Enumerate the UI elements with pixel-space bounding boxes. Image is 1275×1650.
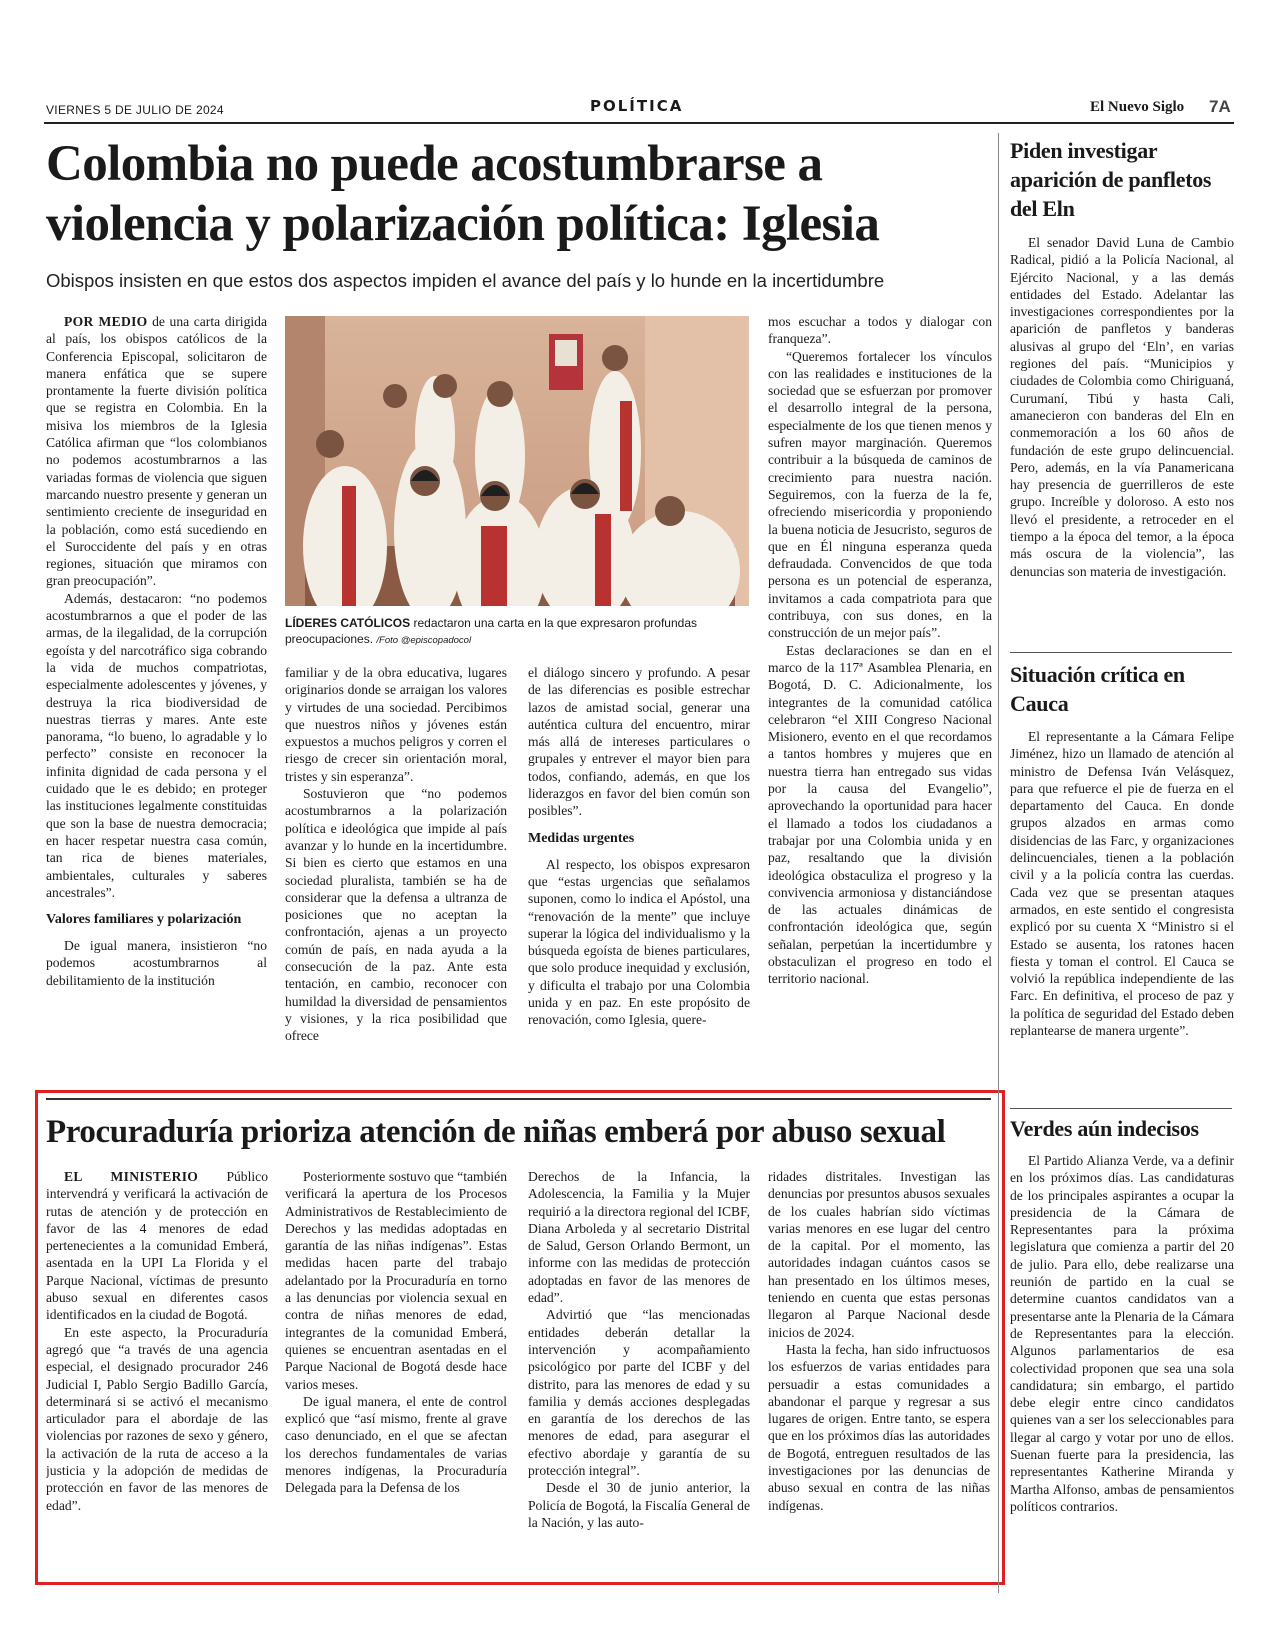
paragraph: El Partido Alianza Verde, va a definir en los próximos días. Las candidaturas de los principales aspirantes a ocupar la presidencia de la Cámara de Representantes para la próxima legislatura que comienza a partir del 20 de julio. Para ello, debe realizarse una reunión de partido en la cual se determine cuantos candidatos van a presentarse ante la Plenaria de la Cámara de Representantes para la elección. Algunos parlamentarios de esa colectividad proponen que sea una sola candidatura; sin embargo, el partido debe elegir entre cinco candidatos quienes van a ser los seleccionables para llegar al cargo y votar por uno de ellos. Suenan fuerte para la presidencia, las representantes Katherine Miranda y Martha Alfonso, ambas de pensamientos políticos contrarios. xyxy=(1010,1153,1234,1514)
paragraph: El senador David Luna de Cambio Radical, pidió a la Policía Nacional, al Ejército Nacional, y a las demás entidades del Estado. Adelantar las investigaciones correspondientes por la aparición de panfletos y banderas alusivas al grupo del ‘Eln’, en varias regiones del país. “Municipios y ciudades de Colombia como Chiriguaná, Curumaní, Tibú y hasta Cali, amanecieron con banderas del Eln en conmemoración a los 60 años de fundación de este grupo delincuencial. Pero, además, en la vía Panamericana hay presencia de guerrilleros de este grupo. Increíble y doloroso. A esto nos llevó el presidente, a retroceder en el tiempo a la época del temor, a la época más oscura de la violencia”, las denuncias son materia de investigación. xyxy=(1010,235,1234,579)
paragraph: Estas declaraciones se dan en el marco de la 117ª Asamblea Plenaria, en Bogotá, D. C. Adicionalmente, los integrantes de la comunidad católica celebraron “el XIII Congreso Nacional Misionero, evento en el que recordamos a tantos hombres y mujeres que en nuestra tierra han entregado sus vidas por la causa del Evangelio”, aprovechando la oportunidad para hacer el llamado a todos los ciudadanos a trabajar por una Colombia unida y en paz, resaltando que la división ideológica obstaculiza el progreso y la convivencia armoniosa y distanciándose de las actuales dinámicas de confrontación ideológica que, según señalan, perpetúan la incertidumbre y obstaculizan el progreso en todo el territorio nacional. xyxy=(768,642,992,987)
paragraph: de una carta dirigida al país, los obispos católicos de la Conferencia Episcopal, solicitaron de manera enfática que se supere prontamente la fuerte división política que se registra en Colombia. En la misiva los miembros de la Iglesia Católica afirman que “los colombianos no podemos acostumbrarnos a las variadas formas de violencia que siguen marcando nuestro presente y generan un sentimiento creciente de inseguridad en la población, como está sucediendo en el Suroccidente del país y en otras regiones, situación que miramos con gran preocupación”. xyxy=(46,314,267,589)
subhead: Valores familiares y polarización xyxy=(46,912,242,928)
page-number: 7A xyxy=(1209,97,1231,116)
sidebar-separator xyxy=(1010,1108,1232,1109)
paragraph: el diálogo sincero y profundo. A pesar de las diferencias es posible estrechar lazos de amistad social, generar una auténtica cultura del encuentro, mirar más allá de intereses particulares o grupales y entrever el mayor bien para todos, confiando, además, en que los liderazgos en favor del bien común son posibles”. xyxy=(528,665,750,819)
main-headline: Colombia no puede acostumbrarse a violencia y polarización política: Iglesia xyxy=(46,136,880,252)
newspaper-name: El Nuevo Siglo xyxy=(1090,99,1185,115)
sidebar-headline-verdes: Verdes aún indecisos xyxy=(1010,1116,1199,1141)
sidebar-headline-cauca: Situación crítica en Cauca xyxy=(1010,662,1185,716)
header-rule xyxy=(44,122,1234,124)
paragraph: Desde el 30 de junio anterior, la Policía de Bogotá, la Fiscalía General de la Nación, y las auto- xyxy=(528,1480,750,1530)
caption-lead: LÍDERES CATÓLICOS xyxy=(285,616,411,630)
paragraph: De igual manera, el ente de control explicó que “así mismo, frente al grave caso denunciado, en el que se afectan los derechos fundamentales de varias menores indígenas, la Procuraduría Delegada para la Defensa de los xyxy=(285,1393,507,1496)
section-name: POLÍTICA xyxy=(590,97,684,115)
paragraph: Además, destacaron: “no podemos acostumbrarnos a que el poder de las armas, de la ilegalidad, de la corrupción egoísta y del narcotráfico siga cobrando la vida de muchos compatriotas, especialmente adolescentes y jóvenes, y destruya la rica biodiversidad de nuestras tierras y mares. Ante este panorama, “lo bueno, lo agradable y lo perfecto” consiste en reconocer la infinita dignidad de cada persona y el cuidado que le es debido; en proteger las instituciones legalmente constituidas que son la base de nuestra democracia; en hacer respetar nuestra casa común, tan rica de bienes materiales, ambientales, culturales y saberes ancestrales”. xyxy=(46,590,267,900)
caption-text: redactaron una carta en la que expresaron profundas preocupaciones. xyxy=(285,616,697,646)
paragraph: Advirtió que “las mencionadas entidades deberán detallar la intervención y acompañamiento psicológico por parte del ICBF y del distrito, para las menores de edad y su familia y demás acciones desplegadas en garantía de los derechos de las menores de edad, para asegurar el efectivo abordaje y garantía de su protección integral”. xyxy=(528,1307,750,1479)
main-subheadline: Obispos insisten en que estos dos aspectos impiden el avance del país y lo hunde en la incertidumbre xyxy=(46,270,885,291)
sidebar-text-verdes xyxy=(1010,1152,1234,1562)
paragraph: De igual manera, insistieron “no podemos acostumbrarnos al debilitamiento de la institución xyxy=(46,938,267,988)
paragraph: ridades distritales. Investigan las denuncias por presuntos abusos sexuales de los cuales habrían sido víctimas varias menores en ese lugar del centro de la capital. Por el momento, las autoridades indagan cuántos casos se han presentado en los últimos meses, teniendo en cuenta que estas personas llegaron al Parque Nacional desde inicios de 2024. xyxy=(768,1169,990,1340)
sidebar-separator xyxy=(1010,652,1232,653)
issue-date: VIERNES 5 DE JULIO DE 2024 xyxy=(46,103,224,117)
main-column-1 xyxy=(46,313,267,1083)
paragraph: familiar y de la obra educativa, lugares originarios donde se arraigan los valores y virtudes de una sociedad. Percibimos que nuestros niños y jóvenes están expuestos a muchos peligros y corren el riesgo de crecer sin orientación moral, tristes y sin esperanza”. xyxy=(285,665,507,784)
paragraph: En este aspecto, la Procuraduría agregó que “a través de una agencia especial, el designado procurador 246 Judicial I, Pablo Sergio Badillo García, determinará si se activó el mecanismo articulador para el abordaje de las violencias por razones de sexo y género, la activación de la ruta de acceso a la justicia y la adopción de medidas de protección en favor de las menores de edad”. xyxy=(46,1324,268,1513)
bishops-photo xyxy=(285,316,749,606)
paragraph: Posteriormente sostuvo que “también verificará la apertura de los Procesos Administrativos de Restablecimiento de Derechos y las medidas adoptadas en garantía de las niñas indígenas”. Estas medidas hacen parte del trabajo adelantado por la Procuraduría en torno a las denuncias por violencia sexual en contra de niñas menores de edad, integrantes de la comunidad Emberá, quienes se encuentran asentadas en el Parque Nacional de Bogotá desde hace varios meses. xyxy=(285,1169,507,1392)
paragraph: Al respecto, los obispos expresaron que “estas urgencias que señalamos suponen, como lo indica el Apóstol, una “renovación de la mente” que incluye superar la lógica del individualismo y la búsqueda egoísta de bienes particulares, que solo produce inequidad y exclusión, y dificulta el trabajo por una Colombia unida y en paz. En este propósito de renovación, como Iglesia, quere- xyxy=(528,856,750,1028)
sidebar-divider xyxy=(998,133,999,1593)
sidebar-text-eln xyxy=(1010,234,1234,646)
paragraph: El representante a la Cámara Felipe Jiménez, hizo un llamado de atención al ministro de Defensa Iván Velásquez, para que refuerce el pie de fuerza en el departamento del Cauca. En donde grupos alzados en armas como disidencias de las Farc, y organizaciones delincuenciales, tienen a la población civil y a la policía contra las cuerdas. Cada vez que se presentan ataques armados, en este sentido el congresista explicó por su cuenta X “Ministro si el Estado se ausenta, los ratones hacen fiesta y toman el control. El Cauca se volvió la república independiente de las Farc. En definitiva, el proceso de paz y la política de seguridad del Estado deben replantearse de manera urgente”. xyxy=(1010,729,1234,1039)
paragraph: “Queremos fortalecer los vínculos con las realidades e instituciones de la sociedad que se esfuerzan por promover el desarrollo integral de la persona, especialmente de los que tienen menos y sufren mayor marginación. Queremos contribuir a la búsqueda de caminos de crecimiento para nuestra nación. Seguiremos, con la fuerza de la fe, ofreciendo misericordia y proponiendo la buena noticia de Jesucristo, seguros de que en Él ninguna esperanza queda defraudada. Convencidos de que toda persona es un potencial de esperanza, invitamos a cada compatriota para que contribuya, con sus dones, en la construcción de un mejor país”. xyxy=(768,348,992,641)
photo-caption xyxy=(285,615,750,649)
sidebar-text-cauca xyxy=(1010,728,1234,1102)
main-column-4 xyxy=(768,313,992,1083)
paragraph: Sostuvieron que “no podemos acostumbrarnos a la polarización política e ideológica que impide al país avanzar y lo hunde en la incertidumbre. Si bien es cierto que estamos en una sociedad pluralista, también se ha de considerar que la defensa a ultranza de posiciones que no aceptan la confrontación, ajenas a un proyecto común de país, en nada ayuda a la consecución de la paz. Ante esta tentación, en cambio, reconocer con humildad la diversidad de pensamientos y visiones, y la rica posibilidad que ofrece xyxy=(285,786,507,1044)
main-column-2 xyxy=(285,664,507,1082)
photo-credit: /Foto @episcopadocol xyxy=(376,635,472,646)
paragraph: Público intervendrá y verificará la activación de rutas de atención y de protección en favor de las 4 menores de edad pertenecientes a la comunidad Emberá, asentada en la UPI La Florida y el Parque Nacional, víctimas de presunto abuso sexual en diferentes casos identificados en la ciudad de Bogotá. xyxy=(46,1169,268,1323)
lead-word: POR MEDIO xyxy=(64,314,148,329)
highlight-box xyxy=(35,1090,1005,1585)
lead-word: EL MINISTERIO xyxy=(64,1169,199,1184)
main-column-3 xyxy=(528,664,750,1082)
paragraph: Hasta la fecha, han sido infructuosos los esfuerzos de varias entidades para persuadir a estas comunidades a abandonar el parque y regresar a sus lugares de origen. Entre tanto, se espera que en los próximos días las autoridades de Bogotá, entreguen resultados de las investigaciones por las denuncias de abuso sexual en contra de las niñas indígenas. xyxy=(768,1341,990,1513)
paragraph: mos escuchar a todos y dialogar con franqueza”. xyxy=(768,314,992,347)
second-headline: Procuraduría prioriza atención de niñas emberá por abuso sexual xyxy=(46,1114,946,1150)
sidebar-headline-eln: Piden investigar aparición de panfletos del Eln xyxy=(1010,138,1212,221)
paragraph: Derechos de la Infancia, la Adolescencia, la Familia y la Mujer requirió a la directora regional del ICBF, Diana Arboleda y al secretario Distrital de Salud, Gerson Orlando Bermont, un informe con las medidas de protección adoptadas en favor de las menores de edad”. xyxy=(528,1169,750,1306)
subhead: Medidas urgentes xyxy=(528,830,635,846)
